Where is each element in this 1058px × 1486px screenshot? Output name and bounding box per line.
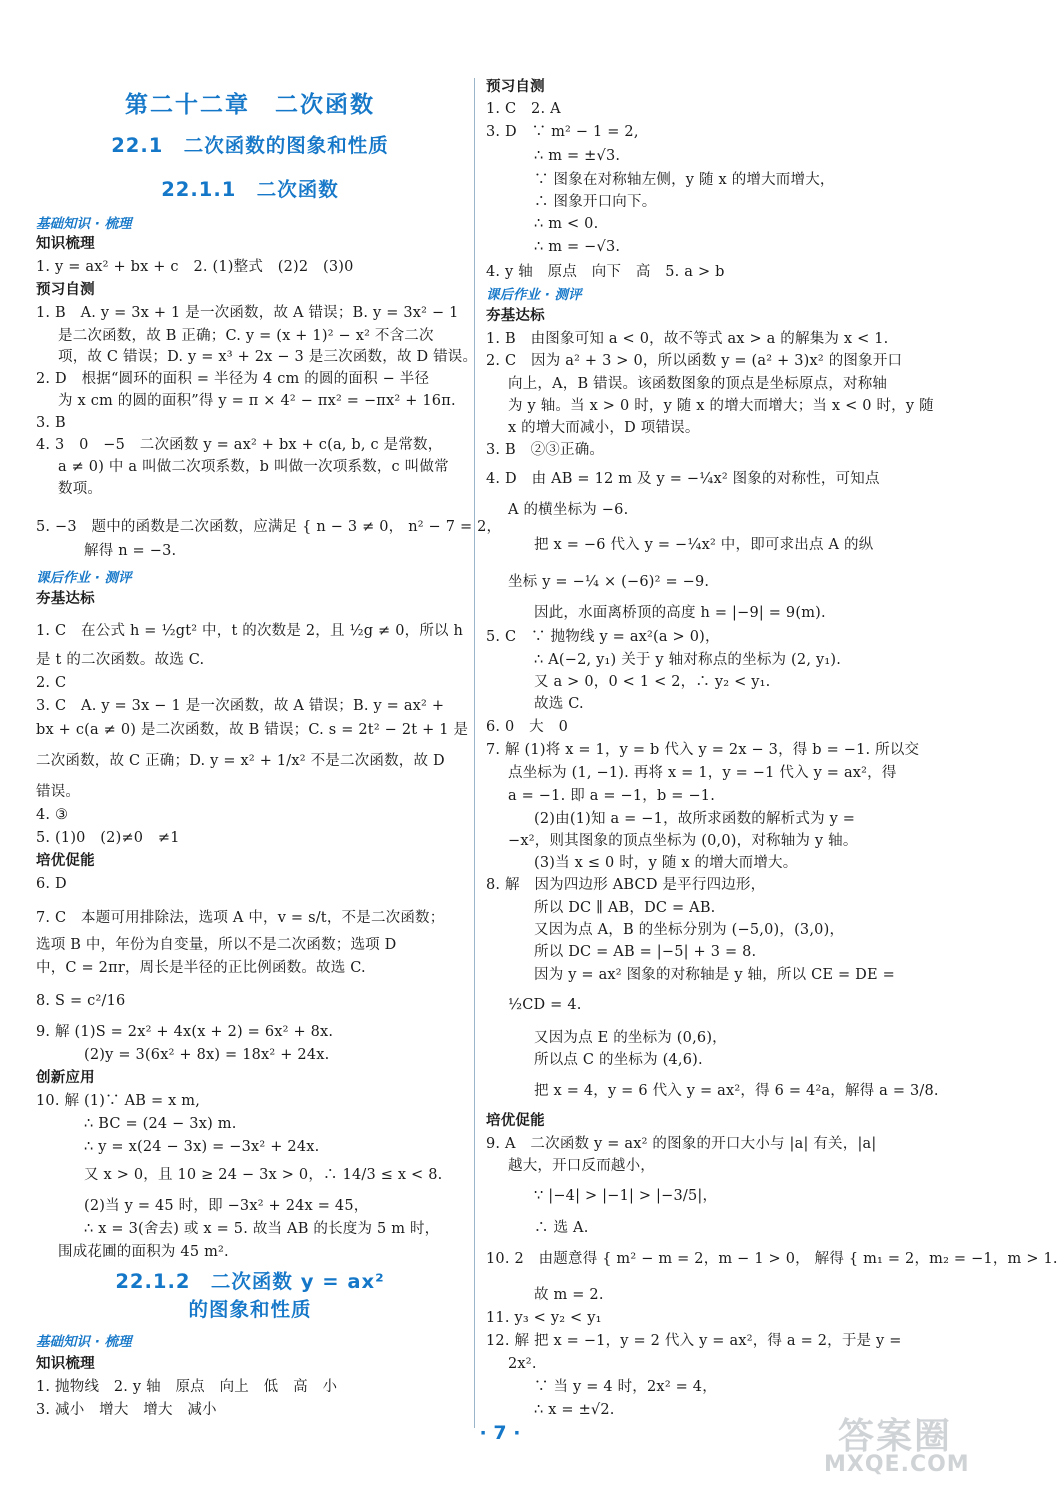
text-line: (2)y = 3(6x² + 8x) = 18x² + 24x.	[84, 1047, 330, 1063]
text-line: 数项。	[58, 481, 103, 497]
chapter-title: 第二十二章 二次函数	[125, 92, 375, 118]
text-line: a = −1. 即 a = −1，b = −1.	[508, 788, 716, 804]
watermark-top: 答案圈	[838, 1416, 953, 1457]
text-line: 坐标 y = −¼ × (−6)² = −9.	[508, 574, 710, 590]
heading-pycn: 培优促能	[36, 853, 95, 869]
text-line: 1. B 由图象可知 a < 0，故不等式 ax > a 的解集为 x < 1.	[486, 331, 889, 347]
heading-hjdb: 夯基达标	[36, 591, 95, 607]
text-line: −x²，则其图象的顶点坐标为 (0,0)，对称轴为 y 轴。	[508, 833, 858, 849]
text-line: 4. 3 0 −5 二次函数 y = ax² + bx + c(a, b, c 是常数，	[36, 437, 443, 453]
text-line: ∴ x = 3(舍去) 或 x = 5. 故当 AB 的长度为 5 m 时，	[84, 1221, 440, 1237]
text-line: 3. B	[36, 415, 66, 431]
text-line: 又 x > 0，且 10 ≥ 24 − 3x > 0，∴ 14/3 ≤ x < 8.	[84, 1167, 443, 1183]
text-line: 7. 解 (1)将 x = 1，y = b 代入 y = 2x − 3，得 b = −1. 所以交	[486, 742, 920, 758]
text-line: 7. C 本题可用排除法，选项 A 中，v = s/t，不是二次函数；	[36, 910, 445, 926]
text-line: 3. 减小 增大 增大 减小	[36, 1402, 217, 1418]
subsection-title: 的图象和性质	[188, 1298, 312, 1321]
text-line: 故选 C.	[534, 696, 584, 712]
text-line: a ≠ 0) 中 a 叫做二次项系数，b 叫做一次项系数，c 叫做常	[58, 459, 449, 475]
heading-hjdb: 夯基达标	[486, 308, 545, 324]
text-line: 4. y 轴 原点 向下 高 5. a > b	[486, 264, 725, 280]
text-line: 3. D ∵ m² − 1 = 2,	[486, 124, 639, 140]
text-line: 因此，水面离桥顶的高度 h = |−9| = 9(m).	[534, 605, 826, 621]
page-number: · 7 ·	[479, 1422, 521, 1444]
text-line: 错误。	[36, 784, 81, 800]
text-line: ∴ y = x(24 − 3x) = −3x² + 24x.	[84, 1139, 320, 1155]
text-line: 1. 抛物线 2. y 轴 原点 向上 低 高 小	[36, 1379, 338, 1395]
watermark-bottom: MXQE.COM	[824, 1452, 970, 1477]
text-line: ∴ 图象开口向下。	[534, 194, 657, 210]
heading-zsgl: 知识梳理	[36, 1356, 95, 1372]
text-line: A 的横坐标为 −6.	[508, 502, 629, 518]
text-line: 1. B A. y = 3x + 1 是一次函数，故 A 错误；B. y = 3x² − 1	[36, 305, 459, 321]
section-title: 22.1 二次函数的图象和性质	[111, 134, 389, 157]
heading-cxyy: 创新应用	[36, 1070, 95, 1086]
text-line: 4. ③	[36, 807, 69, 823]
text-line: 12. 解 把 x = −1，y = 2 代入 y = ax²，得 a = 2，于是 y =	[486, 1333, 902, 1349]
text-line: 又因为点 E 的坐标为 (0,6)，	[534, 1030, 727, 1046]
text-line: 解得 n = −3.	[84, 543, 177, 559]
text-line: 6. 0 大 0	[486, 719, 568, 735]
text-line: bx + c(a ≠ 0) 是二次函数，故 B 错误；C. s = 2t² − 2t + 1 是	[36, 722, 469, 738]
text-line: 3. C A. y = 3x − 1 是一次函数，故 A 错误；B. y = ax² +	[36, 698, 445, 714]
column-divider	[474, 78, 475, 1428]
text-line: ∴ A(−2, y₁) 关于 y 轴对称点的坐标为 (2, y₁).	[534, 652, 842, 668]
text-line: 向上，A，B 错误。该函数图象的顶点是坐标原点，对称轴	[508, 376, 888, 392]
text-line: 把 x = −6 代入 y = −¼x² 中，即可求出点 A 的纵	[534, 537, 874, 553]
text-line: 故 m = 2.	[534, 1287, 604, 1303]
text-line: ∵ 当 y = 4 时，2x² = 4，	[534, 1379, 717, 1395]
text-line: 又 a > 0，0 < 1 < 2，∴ y₂ < y₁.	[534, 674, 771, 690]
text-line: 5. −3 题中的函数是二次函数，应满足 { n − 3 ≠ 0， n² − 7 = 2，	[36, 519, 502, 535]
text-line: 8. S = c²/16	[36, 993, 126, 1009]
text-line: ∴ BC = (24 − 3x) m.	[84, 1116, 237, 1132]
text-line: 为 x cm 的圆的面积”得 y = π × 4² − πx² = −πx² + 16π.	[58, 393, 456, 409]
text-line: 5. C ∵ 抛物线 y = ax²(a > 0)，	[486, 629, 720, 645]
text-line: 所以 DC = AB = |−5| + 3 = 8.	[534, 944, 757, 960]
heading-yxzc: 预习自测	[36, 282, 95, 298]
basic-knowledge-tag: 基础知识 · 梳理	[36, 216, 132, 232]
text-line: 2. C	[36, 675, 67, 691]
text-line: 选项 B 中，年份为自变量，所以不是二次函数；选项 D	[36, 937, 397, 953]
text-line: ∵ 图象在对称轴左侧，y 随 x 的增大而增大，	[534, 172, 835, 188]
text-line: 为 y 轴。当 x > 0 时，y 随 x 的增大而增大；当 x < 0 时，y 随	[508, 398, 934, 414]
text-line: 1. C 在公式 h = ½gt² 中，t 的次数是 2，且 ½g ≠ 0，所以 h	[36, 623, 464, 639]
text-line: 5. (1)0 (2)≠0 ≠1	[36, 830, 180, 846]
text-line: ∴ m = ±√3.	[534, 148, 621, 164]
basic-knowledge-tag: 基础知识 · 梳理	[36, 1334, 132, 1350]
text-line: 9. 解 (1)S = 2x² + 4x(x + 2) = 6x² + 8x.	[36, 1024, 334, 1040]
text-line: 2x².	[508, 1356, 537, 1372]
heading-yxzc: 预习自测	[486, 79, 545, 95]
watermark	[816, 1408, 986, 1480]
text-line: (3)当 x ≤ 0 时，y 随 x 的增大而增大。	[534, 855, 798, 871]
text-line: 4. D 由 AB = 12 m 及 y = −¼x² 图象的对称性，可知点	[486, 471, 880, 487]
text-line: 11. y₃ < y₂ < y₁	[486, 1310, 602, 1326]
text-line: ∴ x = ±√2.	[534, 1402, 615, 1418]
text-line: 8. 解 因为四边形 ABCD 是平行四边形，	[486, 877, 766, 893]
text-line: 又因为点 A，B 的坐标分别为 (−5,0)，(3,0)，	[534, 922, 845, 938]
homework-tag: 课后作业 · 测评	[486, 287, 582, 303]
text-line: 是 t 的二次函数。故选 C.	[36, 652, 205, 668]
text-line: 项，故 C 错误；D. y = x³ + 2x − 3 是三次函数，故 D 错误。	[58, 349, 478, 365]
text-line: 围成花圃的面积为 45 m².	[58, 1244, 229, 1260]
text-line: 1. C 2. A	[486, 101, 561, 117]
text-line: 因为 y = ax² 图象的对称轴是 y 轴，所以 CE = DE =	[534, 967, 895, 983]
subsection-title: 22.1.1 二次函数	[161, 178, 339, 201]
heading-pycn: 培优促能	[486, 1113, 545, 1129]
text-line: 是二次函数，故 B 正确；C. y = (x + 1)² − x² 不含二次	[58, 328, 434, 344]
text-line: 2. D 根据“圆环的面积 = 半径为 4 cm 的圆的面积 − 半径	[36, 371, 430, 387]
text-line: 把 x = 4，y = 6 代入 y = ax²，得 6 = 4²a，解得 a = 3/8.	[534, 1083, 939, 1099]
text-line: 点坐标为 (1, −1). 再将 x = 1，y = −1 代入 y = ax²，得	[508, 765, 897, 781]
text-line: 1. y = ax² + bx + c 2. (1)整式 (2)2 (3)0	[36, 259, 354, 275]
text-line: 中，C = 2πr，周长是半径的正比例函数。故选 C.	[36, 960, 366, 976]
text-line: ∵ |−4| > |−1| > |−3/5|，	[534, 1188, 718, 1204]
text-line: 所以点 C 的坐标为 (4,6).	[534, 1052, 703, 1068]
subsection-title: 22.1.2 二次函数 y = ax²	[115, 1270, 385, 1293]
text-line: ∴ m < 0.	[534, 216, 599, 232]
text-line: 9. A 二次函数 y = ax² 的图象的开口大小与 |a| 有关，|a|	[486, 1136, 877, 1152]
text-line: 越大，开口反而越小，	[508, 1158, 655, 1174]
text-line: ∴ 选 A.	[534, 1220, 589, 1236]
text-line: (2)当 y = 45 时，即 −3x² + 24x = 45，	[84, 1198, 369, 1214]
heading-zsgl: 知识梳理	[36, 236, 95, 252]
text-line: 2. C 因为 a² + 3 > 0，所以函数 y = (a² + 3)x² 的图象开口	[486, 353, 903, 369]
text-line: 10. 解 (1)∵ AB = x m,	[36, 1093, 201, 1109]
text-line: 3. B ②③正确。	[486, 442, 605, 458]
text-line: 二次函数，故 C 正确；D. y = x² + 1/x² 不是二次函数，故 D	[36, 753, 445, 769]
text-line: ½CD = 4.	[508, 997, 582, 1013]
text-line: 6. D	[36, 876, 67, 892]
text-line: 所以 DC ∥ AB，DC = AB.	[534, 900, 716, 916]
homework-tag: 课后作业 · 测评	[36, 570, 132, 586]
text-line: ∴ m = −√3.	[534, 239, 621, 255]
text-line: x 的增大而减小，D 项错误。	[508, 420, 700, 436]
text-line: 10. 2 由题意得 { m² − m = 2，m − 1 > 0， 解得 { m₁ = 2，m₂ = −1，m > 1.	[486, 1251, 1058, 1267]
text-line: (2)由(1)知 a = −1，故所求函数的解析式为 y =	[534, 811, 856, 827]
